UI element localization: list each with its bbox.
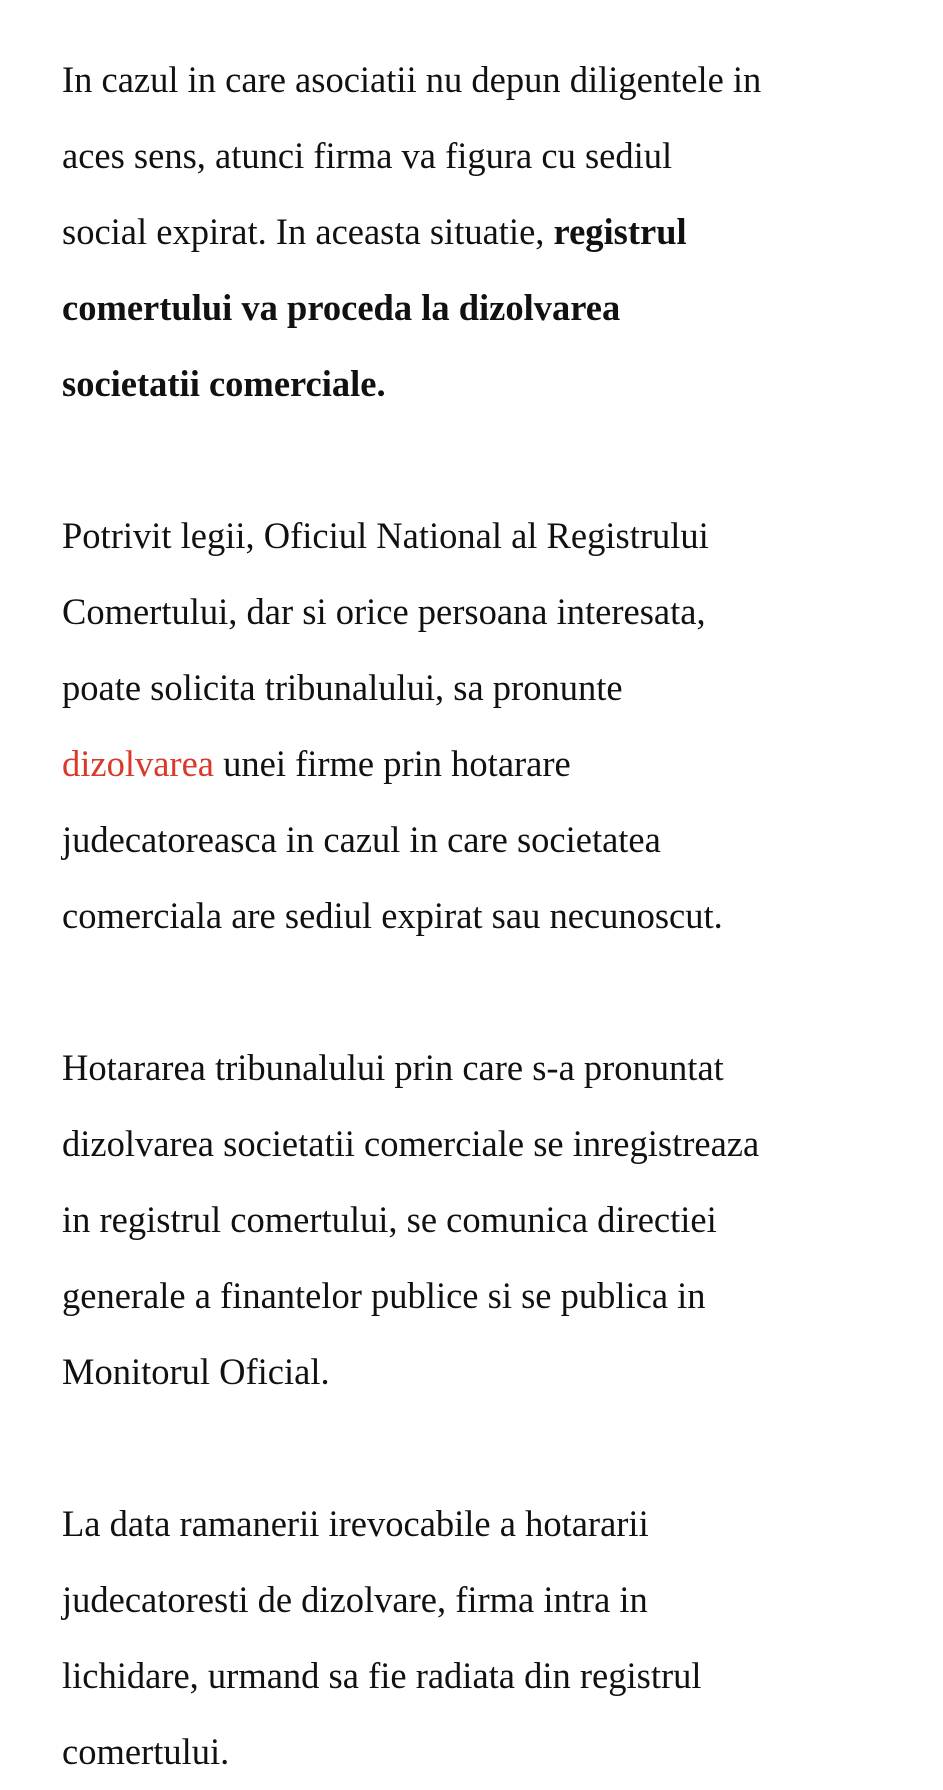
paragraph-court-decision <box>62 1030 892 1410</box>
text-line: La data ramanerii irevocabile a hotararii <box>62 1503 649 1544</box>
text-line: Comertului, dar si orice persoana interesata, <box>62 591 706 632</box>
text-line: In cazul in care asociatii nu depun diligentele in <box>62 59 762 100</box>
text-line <box>62 194 892 270</box>
dizolvarea-link[interactable]: dizolvarea <box>62 743 214 784</box>
bold-text-line: comertului va proceda la dizolvarea <box>62 287 621 328</box>
text-line: lichidare, urmand sa fie radiata din registrul <box>62 1655 702 1696</box>
text-line: in registrul comertului, se comunica directiei <box>62 1199 717 1240</box>
text-segment: unei firme prin hotarare <box>214 743 571 784</box>
text-line: judecatoresti de dizolvare, firma intra in <box>62 1579 648 1620</box>
text-line: comerciala are sediul expirat sau necunoscut. <box>62 895 723 936</box>
paragraph-dissolution-condition <box>62 42 892 422</box>
bold-text-segment: registrul <box>553 211 687 252</box>
text-line: Hotararea tribunalului prin care s-a pronuntat <box>62 1047 724 1088</box>
text-line: generale a finantelor publice si se publica in <box>62 1275 706 1316</box>
paragraph-legal-basis <box>62 498 892 954</box>
text-segment: social expirat. In aceasta situatie, <box>62 211 554 252</box>
text-line: dizolvarea societatii comerciale se inregistreaza <box>62 1123 760 1164</box>
paragraph-liquidation <box>62 1486 892 1790</box>
article-body <box>62 42 892 1790</box>
text-line: judecatoreasca in cazul in care societatea <box>62 819 661 860</box>
text-line: poate solicita tribunalului, sa pronunte <box>62 667 623 708</box>
text-line: Monitorul Oficial. <box>62 1351 330 1392</box>
text-line: Potrivit legii, Oficiul National al Registrului <box>62 515 709 556</box>
text-line: aces sens, atunci firma va figura cu sediul <box>62 135 673 176</box>
text-line: comertului. <box>62 1731 230 1772</box>
bold-text-line: societatii comerciale. <box>62 363 386 404</box>
text-line <box>62 726 892 802</box>
